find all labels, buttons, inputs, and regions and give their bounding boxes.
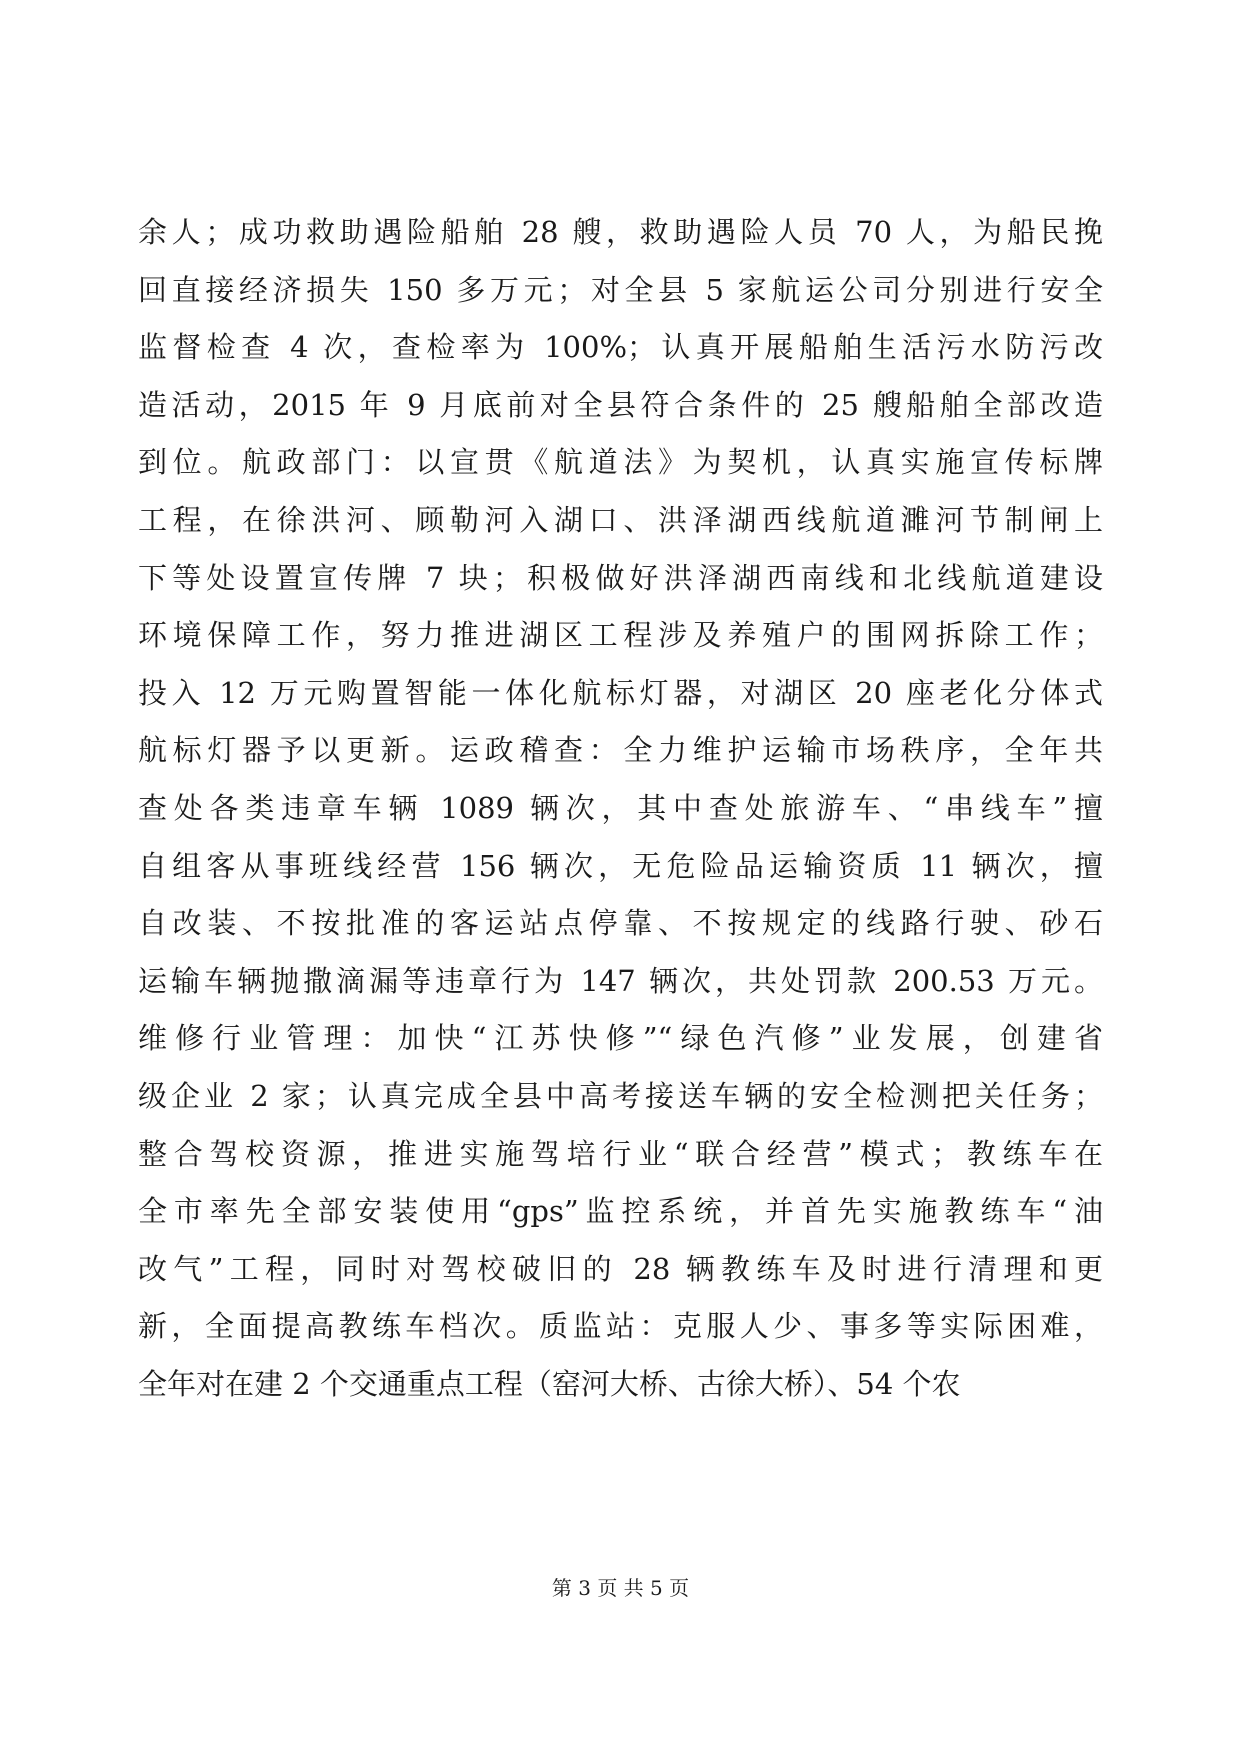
text-line: 监督检查 4 次，查检率为 100%；认真开展船舶生活污水防污改 bbox=[138, 330, 1103, 365]
text-line: 自组客从事班线经营 156 辆次，无危险品运输资质 11 辆次，擅 bbox=[138, 848, 1103, 883]
text-line: 运输车辆抛撒滴漏等违章行为 147 辆次，共处罚款 200.53 万元。 bbox=[138, 963, 1103, 998]
text-line: 回直接经济损失 150 多万元；对全县 5 家航运公司分别进行安全 bbox=[138, 272, 1103, 307]
text-line: 改气”工程，同时对驾校破旧的 28 辆教练车及时进行清理和更 bbox=[138, 1251, 1103, 1286]
text-line: 维修行业管理：加快“江苏快修”“绿色汽修”业发展，创建省 bbox=[138, 1021, 1103, 1056]
text-line: 到位。航政部门：以宣贯《航道法》为契机，认真实施宣传标牌 bbox=[138, 445, 1103, 480]
text-line: 环境保障工作，努力推进湖区工程涉及养殖户的围网拆除工作； bbox=[138, 618, 1103, 653]
text-line: 余人；成功救助遇险船舶 28 艘，救助遇险人员 70 人，为船民挽 bbox=[138, 215, 1103, 249]
text-line: 全市率先全部安装使用“gps”监控系统，并首先实施教练车“油 bbox=[138, 1194, 1103, 1229]
text-line: 全年对在建 2 个交通重点工程（窑河大桥、古徐大桥）、54 个农 bbox=[138, 1366, 961, 1401]
text-line: 航标灯器予以更新。运政稽查：全力维护运输市场秩序，全年共 bbox=[138, 733, 1103, 768]
text-line: 造活动，2015 年 9 月底前对全县符合条件的 25 艘船舶全部改造 bbox=[138, 387, 1103, 422]
text-line: 新，全面提高教练车档次。质监站：克服人少、事多等实际困难， bbox=[138, 1309, 1103, 1344]
text-line: 自改装、不按批准的客运站点停靠、不按规定的线路行驶、砂石 bbox=[138, 906, 1103, 941]
text-line: 级企业 2 家；认真完成全县中高考接送车辆的安全检测把关任务； bbox=[138, 1078, 1103, 1113]
text-line: 工程，在徐洪河、顾勒河入湖口、洪泽湖西线航道濉河节制闸上 bbox=[138, 502, 1103, 537]
text-line: 整合驾校资源，推进实施驾培行业“联合经营”模式；教练车在 bbox=[138, 1136, 1103, 1171]
body-text bbox=[138, 215, 1103, 1441]
page-number-footer: 第 3 页 共 5 页 bbox=[551, 1576, 690, 1600]
text-line: 投入 12 万元购置智能一体化航标灯器，对湖区 20 座老化分体式 bbox=[138, 675, 1103, 710]
text-line: 下等处设置宣传牌 7 块；积极做好洪泽湖西南线和北线航道建设 bbox=[138, 560, 1103, 595]
text-line: 查处各类违章车辆 1089 辆次，其中查处旅游车、“串线车”擅 bbox=[138, 790, 1103, 825]
